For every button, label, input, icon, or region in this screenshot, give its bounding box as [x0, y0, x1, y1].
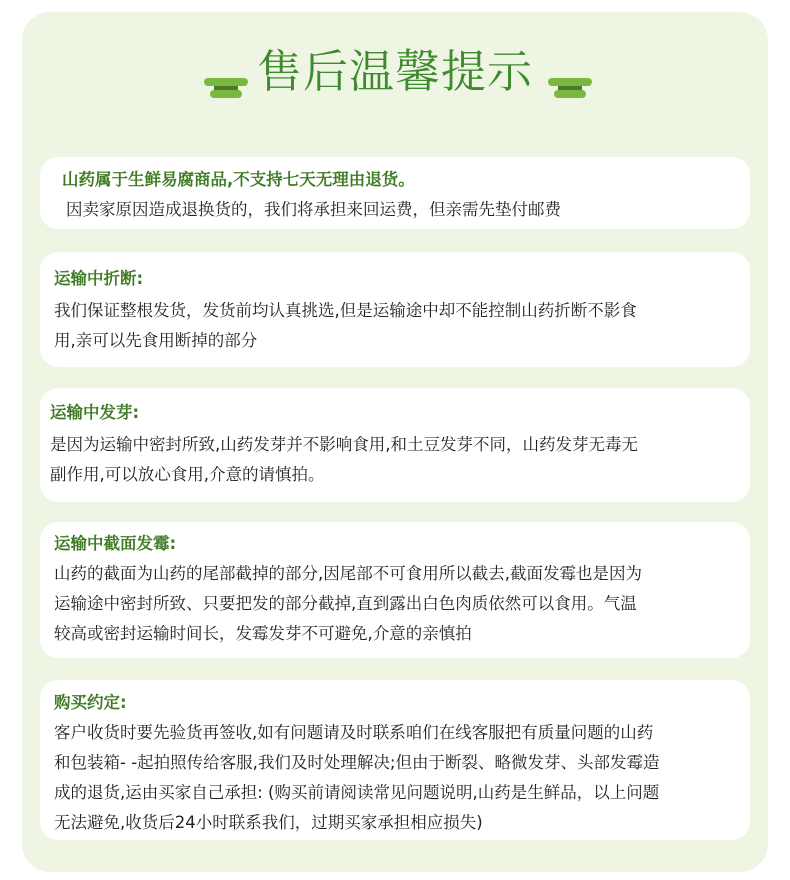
section-line: 无法避免,收货后24小时联系我们，过期买家承担相应损失)	[54, 813, 483, 832]
section-line: 和包装箱- -起拍照传给客服,我们及时处理解决;但由于断裂、略微发芽、头部发霉造	[54, 753, 660, 772]
section-line: 山药的截面为山药的尾部截掉的部分,因尾部不可食用所以截去,截面发霉也是因为	[54, 564, 642, 583]
section-line: 较高或密封运输时间长，发霉发芽不可避免,介意的亲慎拍	[54, 624, 472, 643]
section-card-sprouting	[40, 388, 750, 502]
return-policy-headline: 山药属于生鲜易腐商品,不支持七天无理由退货。	[62, 170, 415, 189]
section-card-mold	[40, 522, 750, 658]
section-card-broken	[40, 252, 750, 367]
section-heading: 运输中截面发霉:	[54, 534, 177, 553]
leaf-ornament-right-icon	[548, 72, 592, 102]
section-heading: 购买约定:	[54, 693, 127, 712]
return-policy-text: 因卖家原因造成退换货的，我们将承担来回运费，但亲需先垫付邮费	[66, 200, 561, 219]
section-line: 是因为运输中密封所致,山药发芽并不影响食用,和土豆发芽不同，山药发芽无毒无	[50, 435, 638, 454]
section-heading: 运输中折断:	[54, 269, 144, 288]
title-banner	[0, 0, 790, 100]
section-heading: 运输中发芽:	[50, 403, 140, 422]
section-card-purchase-agreement	[40, 680, 750, 840]
section-line: 运输途中密封所致、只要把发的部分截掉,直到露出白色肉质依然可以食用。气温	[54, 594, 637, 613]
page-title: 售后温馨提示	[256, 45, 533, 98]
section-line: 用,亲可以先食用断掉的部分	[54, 331, 258, 350]
section-line: 我们保证整根发货，发货前均认真挑选,但是运输途中却不能控制山药折断不影食	[54, 301, 637, 320]
section-line: 成的退货,运由买家自己承担: (购买前请阅读常见问题说明,山药是生鲜品，以上问题	[54, 783, 660, 802]
section-line: 副作用,可以放心食用,介意的请慎拍。	[50, 465, 325, 484]
leaf-ornament-left-icon	[204, 72, 248, 102]
return-policy-card	[40, 157, 750, 229]
section-line: 客户收货时要先验货再签收,如有问题请及时联系咱们在线客服把有质量问题的山药	[54, 723, 654, 742]
